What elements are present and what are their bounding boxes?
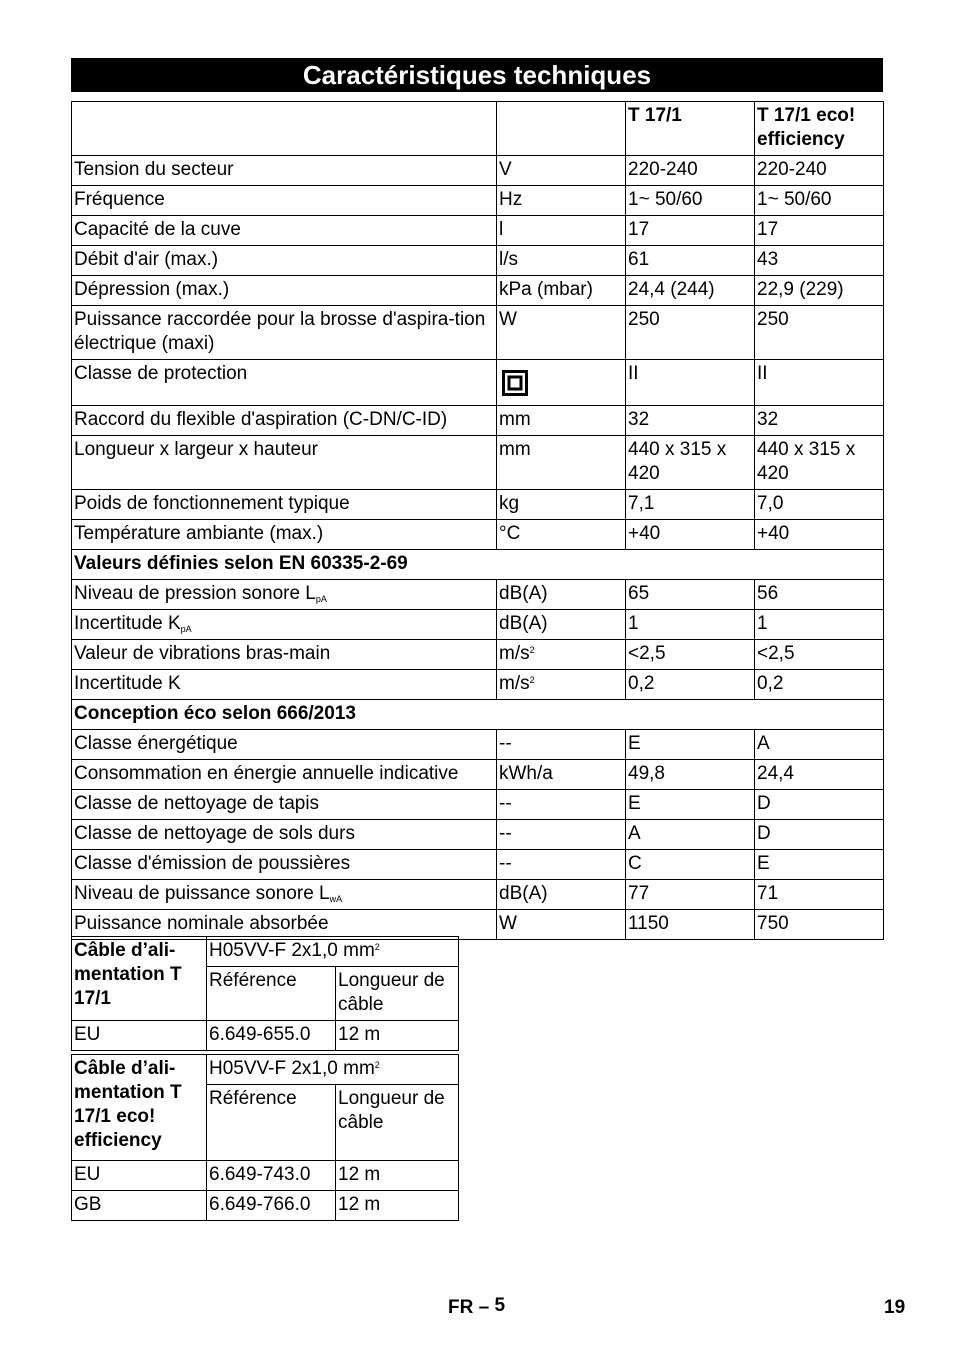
spec-value-t17-1-eco: 22,9 (229) — [755, 276, 884, 306]
spec-label-text: Niveau de puissance sonore L — [74, 883, 330, 904]
spec-unit: °C — [497, 520, 626, 550]
spec-value-t17-1-eco: 0,2 — [755, 670, 884, 700]
spec-label: Valeur de vibrations bras-main — [72, 640, 497, 670]
spec-row — [72, 406, 884, 436]
spec-unit: -- — [497, 820, 626, 850]
cable-type-row — [72, 937, 459, 967]
spec-row — [72, 520, 884, 550]
spec-label: Classe de protection — [72, 360, 497, 406]
cable-title: Câble d’ali-mentation T 17/1 — [72, 937, 207, 1021]
spec-value-t17-1: 24,4 (244) — [626, 276, 755, 306]
spec-unit: V — [497, 156, 626, 186]
footer-section-page: 5 — [494, 1295, 506, 1316]
cable-type — [207, 937, 459, 967]
power-cable-table-t17-1-eco — [71, 1054, 459, 1221]
spec-unit: kg — [497, 490, 626, 520]
spec-unit: dB(A) — [497, 580, 626, 610]
spec-label: Classe d'émission de poussières — [72, 850, 497, 880]
spec-value-t17-1: 1 — [626, 610, 755, 640]
cable-col-length: Longueur de câble — [336, 1085, 459, 1161]
spec-unit: -- — [497, 850, 626, 880]
spec-value-t17-1-eco: 7,0 — [755, 490, 884, 520]
spec-label: Température ambiante (max.) — [72, 520, 497, 550]
spec-row — [72, 306, 884, 360]
cable-reference: 6.649-743.0 — [207, 1161, 336, 1191]
power-cable-table-t17-1 — [71, 936, 459, 1051]
spec-value-t17-1: C — [626, 850, 755, 880]
spec-value-t17-1-eco: A — [755, 730, 884, 760]
spec-label-subscript: pA — [180, 624, 192, 634]
spec-label — [72, 880, 497, 910]
spec-row — [72, 880, 884, 910]
cable-row — [72, 1191, 459, 1221]
spec-value-t17-1-eco: +40 — [755, 520, 884, 550]
spec-value-t17-1: 1~ 50/60 — [626, 186, 755, 216]
cable-reference: 6.649-766.0 — [207, 1191, 336, 1221]
spec-value-t17-1: +40 — [626, 520, 755, 550]
spec-row — [72, 610, 884, 640]
spec-value-t17-1-eco: 250 — [755, 306, 884, 360]
header-model-t17-1-eco: T 17/1 eco! efficiency — [755, 102, 884, 156]
footer-section: FR — [448, 1297, 474, 1318]
page-title: Caractéristiques techniques — [71, 58, 883, 92]
spec-value-t17-1-eco: D — [755, 790, 884, 820]
spec-row — [72, 730, 884, 760]
spec-value-t17-1-eco: 56 — [755, 580, 884, 610]
header-label-cell — [72, 102, 497, 156]
spec-label: Puissance nominale absorbée — [72, 910, 497, 940]
section-noise-values — [72, 550, 884, 580]
spec-value-t17-1: A — [626, 820, 755, 850]
spec-label: Puissance raccordée pour la brosse d'aspira-tion électrique (maxi) — [72, 306, 497, 360]
cable-type-superscript: 2 — [374, 942, 380, 952]
spec-value-t17-1: <2,5 — [626, 640, 755, 670]
spec-value-t17-1-eco: 32 — [755, 406, 884, 436]
section-eco-design-title: Conception éco selon 666/2013 — [72, 700, 884, 730]
cable-col-reference: Référence — [207, 1085, 336, 1161]
spec-label: Classe énergétique — [72, 730, 497, 760]
spec-value-t17-1-eco: 440 x 315 x 420 — [755, 436, 884, 490]
spec-value-t17-1-eco: 24,4 — [755, 760, 884, 790]
spec-row — [72, 580, 884, 610]
spec-row — [72, 360, 884, 406]
spec-row — [72, 820, 884, 850]
cable-row — [72, 1161, 459, 1191]
spec-unit: -- — [497, 730, 626, 760]
spec-value-t17-1: 77 — [626, 880, 755, 910]
spec-label: Classe de nettoyage de sols durs — [72, 820, 497, 850]
cable-length: 12 m — [336, 1161, 459, 1191]
spec-label: Incertitude K — [72, 670, 497, 700]
spec-unit: l — [497, 216, 626, 246]
spec-row — [72, 850, 884, 880]
spec-value-t17-1: 17 — [626, 216, 755, 246]
spec-value-t17-1-eco: 220-240 — [755, 156, 884, 186]
spec-label: Dépression (max.) — [72, 276, 497, 306]
spec-label-text: Incertitude K — [74, 613, 181, 634]
spec-unit: l/s — [497, 246, 626, 276]
spec-unit — [497, 640, 626, 670]
section-eco-design — [72, 700, 884, 730]
spec-label — [72, 610, 497, 640]
spec-unit-superscript: 2 — [529, 675, 535, 685]
spec-value-t17-1: 7,1 — [626, 490, 755, 520]
spec-value-t17-1-eco: 750 — [755, 910, 884, 940]
spec-label: Débit d'air (max.) — [72, 246, 497, 276]
spec-row — [72, 640, 884, 670]
cable-title: Câble d’ali-mentation T 17/1 eco! efficiency — [72, 1055, 207, 1161]
spec-unit: mm — [497, 406, 626, 436]
cable-col-reference: Référence — [207, 967, 336, 1021]
spec-value-t17-1: 440 x 315 x 420 — [626, 436, 755, 490]
spec-unit: kWh/a — [497, 760, 626, 790]
spec-row — [72, 910, 884, 940]
spec-label: Capacité de la cuve — [72, 216, 497, 246]
cable-length: 12 m — [336, 1191, 459, 1221]
technical-specs-table — [71, 101, 884, 940]
cable-length: 12 m — [336, 1021, 459, 1051]
spec-unit: Hz — [497, 186, 626, 216]
spec-value-t17-1: 32 — [626, 406, 755, 436]
spec-unit: W — [497, 306, 626, 360]
spec-value-t17-1-eco: 17 — [755, 216, 884, 246]
header-model-t17-1: T 17/1 — [626, 102, 755, 156]
spec-header-row — [72, 102, 884, 156]
spec-value-t17-1-eco: E — [755, 850, 884, 880]
spec-label — [72, 580, 497, 610]
spec-unit: kPa (mbar) — [497, 276, 626, 306]
spec-row — [72, 436, 884, 490]
spec-unit-superscript: 2 — [529, 645, 535, 655]
spec-value-t17-1: 0,2 — [626, 670, 755, 700]
spec-value-t17-1: II — [626, 360, 755, 406]
cable-reference: 6.649-655.0 — [207, 1021, 336, 1051]
spec-label-subscript: wA — [329, 894, 343, 904]
spec-row — [72, 216, 884, 246]
spec-value-t17-1: 220-240 — [626, 156, 755, 186]
spec-value-t17-1: E — [626, 730, 755, 760]
section-noise-values-title: Valeurs définies selon EN 60335-2-69 — [72, 550, 884, 580]
spec-unit: -- — [497, 790, 626, 820]
cable-region: EU — [72, 1021, 207, 1051]
spec-label: Fréquence — [72, 186, 497, 216]
spec-row — [72, 276, 884, 306]
spec-value-t17-1-eco: 1 — [755, 610, 884, 640]
spec-unit — [497, 360, 626, 406]
spec-value-t17-1-eco: II — [755, 360, 884, 406]
page-number: 19 — [884, 1297, 906, 1318]
spec-unit-text: m/s — [499, 673, 530, 694]
spec-value-t17-1: 65 — [626, 580, 755, 610]
header-unit-cell — [497, 102, 626, 156]
spec-row — [72, 156, 884, 186]
footer-dash: – — [478, 1297, 490, 1318]
spec-value-t17-1: 49,8 — [626, 760, 755, 790]
spec-label: Raccord du flexible d'aspiration (C-DN/C-ID) — [72, 406, 497, 436]
spec-label-text: Niveau de pression sonore L — [74, 583, 316, 604]
spec-value-t17-1-eco: D — [755, 820, 884, 850]
cable-type-text: H05VV-F 2x1,0 mm — [209, 940, 375, 961]
spec-label: Longueur x largeur x hauteur — [72, 436, 497, 490]
spec-row — [72, 186, 884, 216]
cable-region: GB — [72, 1191, 207, 1221]
spec-value-t17-1: 1150 — [626, 910, 755, 940]
spec-unit: dB(A) — [497, 610, 626, 640]
spec-label: Classe de nettoyage de tapis — [72, 790, 497, 820]
spec-row — [72, 670, 884, 700]
spec-label-subscript: pA — [315, 594, 327, 604]
spec-row — [72, 490, 884, 520]
spec-row — [72, 760, 884, 790]
spec-unit: W — [497, 910, 626, 940]
spec-value-t17-1-eco: 1~ 50/60 — [755, 186, 884, 216]
cable-type-superscript: 2 — [374, 1060, 380, 1070]
cable-row — [72, 1021, 459, 1051]
spec-value-t17-1: 250 — [626, 306, 755, 360]
spec-value-t17-1-eco: <2,5 — [755, 640, 884, 670]
spec-row — [72, 790, 884, 820]
spec-value-t17-1: 61 — [626, 246, 755, 276]
protection-class-ii-icon — [502, 370, 528, 403]
spec-unit — [497, 670, 626, 700]
cable-type — [207, 1055, 459, 1085]
spec-unit-text: m/s — [499, 643, 530, 664]
spec-row — [72, 246, 884, 276]
spec-label: Poids de fonctionnement typique — [72, 490, 497, 520]
spec-value-t17-1: E — [626, 790, 755, 820]
spec-value-t17-1-eco: 43 — [755, 246, 884, 276]
footer-section-label — [448, 1296, 505, 1320]
cable-col-length: Longueur de câble — [336, 967, 459, 1021]
spec-unit: mm — [497, 436, 626, 490]
spec-value-t17-1-eco: 71 — [755, 880, 884, 910]
spec-label: Tension du secteur — [72, 156, 497, 186]
spec-label: Consommation en énergie annuelle indicative — [72, 760, 497, 790]
cable-type-row — [72, 1055, 459, 1085]
cable-type-text: H05VV-F 2x1,0 mm — [209, 1058, 375, 1079]
cable-region: EU — [72, 1161, 207, 1191]
spec-unit: dB(A) — [497, 880, 626, 910]
